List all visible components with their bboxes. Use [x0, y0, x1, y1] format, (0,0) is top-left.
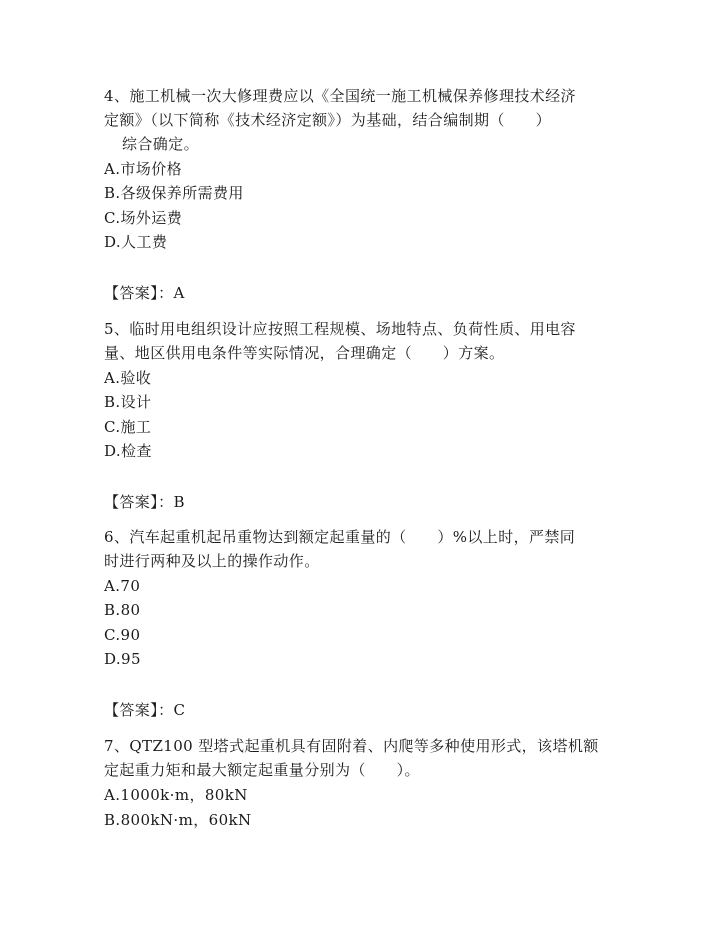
question-5-option-d: D.检查 [104, 442, 152, 460]
question-5-stem-line-1: 5、临时用电组织设计应按照工程规模、场地特点、负荷性质、用电容 [104, 320, 576, 338]
question-7-stem-line-2: 定起重力矩和最大额定起重量分别为（ ）。 [104, 761, 420, 779]
question-4-stem-line-2: 定额》（以下简称《技术经济定额》）为基础，结合编制期（ ） [104, 111, 552, 129]
question-7-stem-line-1: 7、QTZ100 型塔式起重机具有固附着、内爬等多种使用形式，该塔机额 [104, 737, 599, 755]
question-5-option-c: C.施工 [104, 418, 152, 436]
question-4-option-b: B.各级保养所需费用 [104, 184, 244, 202]
question-7-option-a: A.1000k·m，80kN [104, 786, 248, 804]
question-4-option-d: D.人工费 [104, 233, 168, 251]
question-6-option-b: B.80 [104, 601, 141, 619]
question-4-answer: 【答案】：A [104, 284, 185, 302]
question-6-option-a: A.70 [104, 577, 141, 595]
question-4-stem-line-1: 4、施工机械一次大修理费应以《全国统一施工机械保养修理技术经济 [104, 87, 576, 105]
question-6-stem-line-2: 时进行两种及以上的操作动作。 [104, 552, 320, 570]
question-6-option-d: D.95 [104, 650, 141, 668]
question-5-option-a: A.验收 [104, 369, 152, 387]
question-5-option-b: B.设计 [104, 393, 152, 411]
question-5-answer: 【答案】：B [104, 493, 185, 511]
question-7-option-b: B.800kN·m，60kN [104, 811, 252, 829]
question-4-option-a: A.市场价格 [104, 160, 183, 178]
question-4-stem-line-3: 综合确定。 [122, 135, 200, 153]
question-4-option-c: C.场外运费 [104, 209, 183, 227]
question-5-stem-line-2: 量、地区供用电条件等实际情况，合理确定（ ）方案。 [104, 344, 505, 362]
question-6-answer: 【答案】：C [104, 701, 186, 719]
question-6-option-c: C.90 [104, 626, 141, 644]
question-6-stem-line-1: 6、汽车起重机起吊重物达到额定起重量的（ ）%以上时，严禁同 [104, 528, 576, 546]
